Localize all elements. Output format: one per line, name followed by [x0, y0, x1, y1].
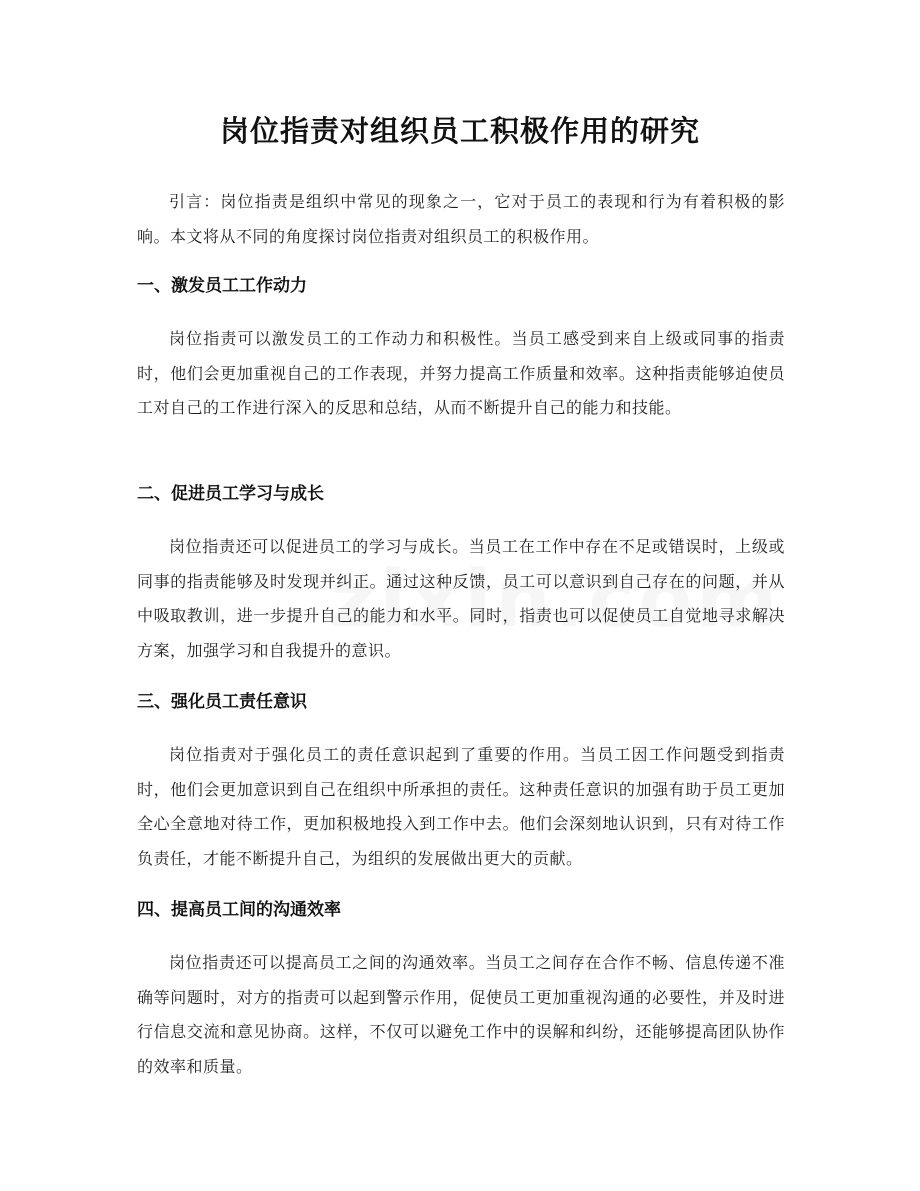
document-title: 岗位指责对组织员工积极作用的研究: [219, 114, 700, 148]
section-heading-4: 四、提高员工间的沟通效率: [137, 900, 341, 920]
section-heading-3: 三、强化员工责任意识: [137, 692, 307, 712]
section-body-1: 岗位指责可以激发员工的工作动力和积极性。当员工感受到来自上级或同事的指责时，他们会更加重视自己的工作表现，并努力提高工作质量和效率。这种指责能够迫使员工对自己的工作进行深入的反思和总结，从而不断提升自己的能力和技能。: [137, 329, 785, 418]
section-body-2: 岗位指责还可以促进员工的学习与成长。当员工在工作中存在不足或错误时，上级或同事的指责能够及时发现并纠正。通过这种反馈，员工可以意识到自己存在的问题，并从中吸取教训，进一步提升自己的能力和水平。同时，指责也可以促使员工自觉地寻求解决方案，加强学习和自我提升的意识。: [137, 537, 785, 660]
section-body-4: 岗位指责还可以提高员工之间的沟通效率。当员工之间存在合作不畅、信息传递不准确等问题时，对方的指责可以起到警示作用，促使员工更加重视沟通的必要性，并及时进行信息交流和意见协商。这样，不仅可以避免工作中的误解和纠纷，还能够提高团队协作的效率和质量。: [137, 953, 785, 1076]
intro-paragraph: 引言：岗位指责是组织中常见的现象之一，它对于员工的表现和行为有着积极的影响。本文将从不同的角度探讨岗位指责对组织员工的积极作用。: [137, 192, 785, 246]
section-heading-1: 一、激发员工工作动力: [137, 276, 307, 296]
section-heading-2: 二、促进员工学习与成长: [137, 484, 324, 504]
section-body-3: 岗位指责对于强化员工的责任意识起到了重要的作用。当员工因工作问题受到指责时，他们会更加意识到自己在组织中所承担的责任。这种责任意识的加强有助于员工更加全心全意地对待工作，更加积极地投入到工作中去。他们会深刻地认识到，只有对待工作负责任，才能不断提升自己，为组织的发展做出更大的贡献。: [137, 745, 785, 868]
